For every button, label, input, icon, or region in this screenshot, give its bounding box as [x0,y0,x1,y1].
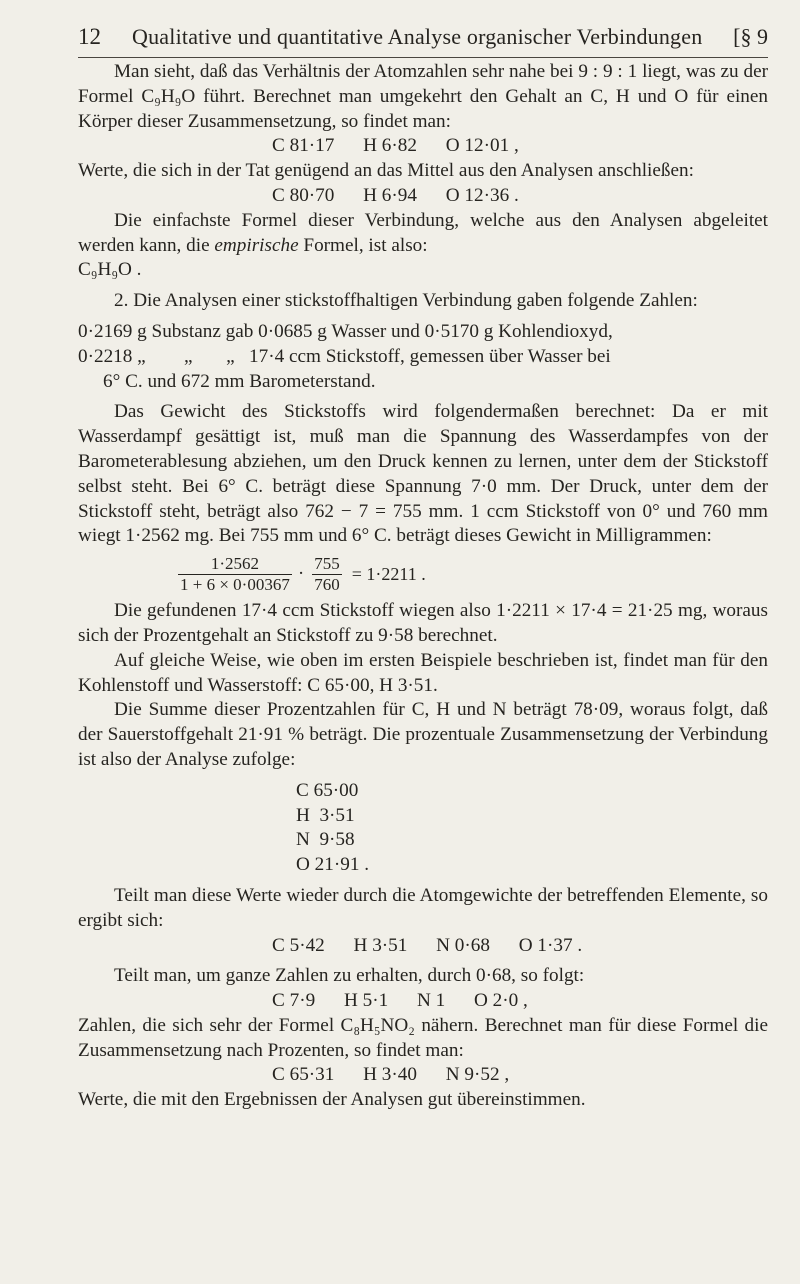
calculated-composition-1: C 81·17 H 6·82 O 12·01 , [272,135,519,157]
analysis-mean: C 80·70 H 6·94 O 12·36 . [272,184,519,206]
fraction-result: = 1·2211 . [351,563,426,584]
running-title: Qualitative und quantitative Analyse organischer Verbindungen [132,24,703,49]
composition-hydrogen: H 3·51 [296,804,355,826]
header-rule [78,57,768,58]
paragraph-5: Das Gewicht des Stickstoffs wird folgendermaßen berechnet: Da er mit Wasserdampf gesättigt ist, muß man die Spannung des Wasserdampfes von der Barometerablesung abziehen, um den Druck kennen zu lernen, unter dem der Stickstoff selbst steht. Bei 6° C. beträgt diese Spannung 7·0 mm. Der Druck, unter dem der Stickstoff steht, beträgt also 762 − 7 = 755 mm. 1 ccm Stickstoff von 0° und 760 mm wiegt 1·2562 mg. Bei 755 mm und 6° C. beträgt dieses Gewicht in Milligrammen: [78,401,768,547]
fraction-denominator-2: 760 [314,574,340,594]
weight-fraction: $\frac{1\cdot 2562}{1 + 6 \times 0\cdot 00367}$ · $\frac{755}{760}$ = 1·2211 . [180,553,426,594]
fraction-numerator-1: 1·2562 [210,553,259,573]
paragraph-6: Die gefundenen 17·4 ccm Stickstoff wiegen also 1·2211 × 17·4 = 21·25 mg, woraus sich der Prozentgehalt an Stickstoff zu 9·58 berechnet. [78,600,768,646]
empirical-formula: C₉H₉O . [78,259,142,281]
paragraph-3-end: Formel, ist also: [298,234,428,256]
running-header [78,24,768,50]
composition-oxygen: O 21·91 . [296,854,370,876]
paragraph-12: Werte, die mit den Ergebnissen der Analysen gut übereinstimmen. [78,1089,586,1111]
analysis-data-line-2: 0·2218 „ „ „ 17·4 ccm Stickstoff, gemessen über Wasser bei [78,345,611,367]
fraction-denominator-1: 1 + 6 × 0·00367 [180,574,290,594]
paragraph-3-start: Die einfachste Formel dieser Verbindung, welche aus den Analysen abgeleitet werden kann, die [78,209,768,256]
paragraph-9: Teilt man diese Werte wieder durch die Atomgewichte der betreffenden Elemente, so ergibt sich: [78,884,768,931]
paragraph-3 [78,209,768,259]
composition-nitrogen: N 9·58 [296,829,355,851]
integer-ratio: C 7·9 H 5·1 N 1 O 2·0 , [272,990,528,1012]
atom-ratio: C 5·42 H 3·51 N 0·68 O 1·37 . [272,934,583,956]
paragraph-11: Zahlen, die sich sehr der Formel C₈H₅NO₂ nähern. Berechnet man für diese Formel die Zusammensetzung nach Prozenten, so findet man: [78,1014,768,1061]
paragraph-7: Auf gleiche Weise, wie oben im ersten Beispiele beschrieben ist, findet man für den Kohlenstoff und Wasserstoff: C 65·00, H 3·51. [78,649,768,696]
section-marker: [§ 9 [733,24,768,49]
calculated-composition-2: C 65·31 H 3·40 N 9·52 , [272,1064,510,1086]
emphasis-empirische: empirische [214,234,299,256]
analysis-data-line-3: 6° C. und 672 mm Barometerstand. [103,370,376,392]
paragraph-10: Teilt man, um ganze Zahlen zu erhalten, durch 0·68, so folgt: [114,965,585,987]
page-body [78,60,768,1113]
analysis-data-line-1: 0·2169 g Substanz gab 0·0685 g Wasser und 0·5170 g Kohlendioxyd, [78,320,613,342]
composition-carbon: C 65·00 [296,779,359,801]
paragraph-2: Werte, die sich in der Tat genügend an das Mittel aus den Analysen anschließen: [78,160,694,182]
page-number: 12 [78,24,101,49]
paragraph-1: Man sieht, daß das Verhältnis der Atomzahlen sehr nahe bei 9 : 9 : 1 liegt, was zu der Formel C₉H₉O führt. Berechnet man umgekehrt den Gehalt an C, H und O für einen Körper dieser Zusammensetzung, so findet man: [78,61,768,132]
paragraph-8: Die Summe dieser Prozentzahlen für C, H und N beträgt 78·09, woraus folgt, daß der Sauerstoffgehalt 21·91 % beträgt. Die prozentuale Zusammensetzung der Verbindung ist also der Analyse zufolge: [78,699,768,770]
fraction-numerator-2: 755 [314,553,340,573]
paragraph-4: 2. Die Analysen einer stickstoffhaltigen Verbindung gaben folgende Zahlen: [114,290,698,312]
